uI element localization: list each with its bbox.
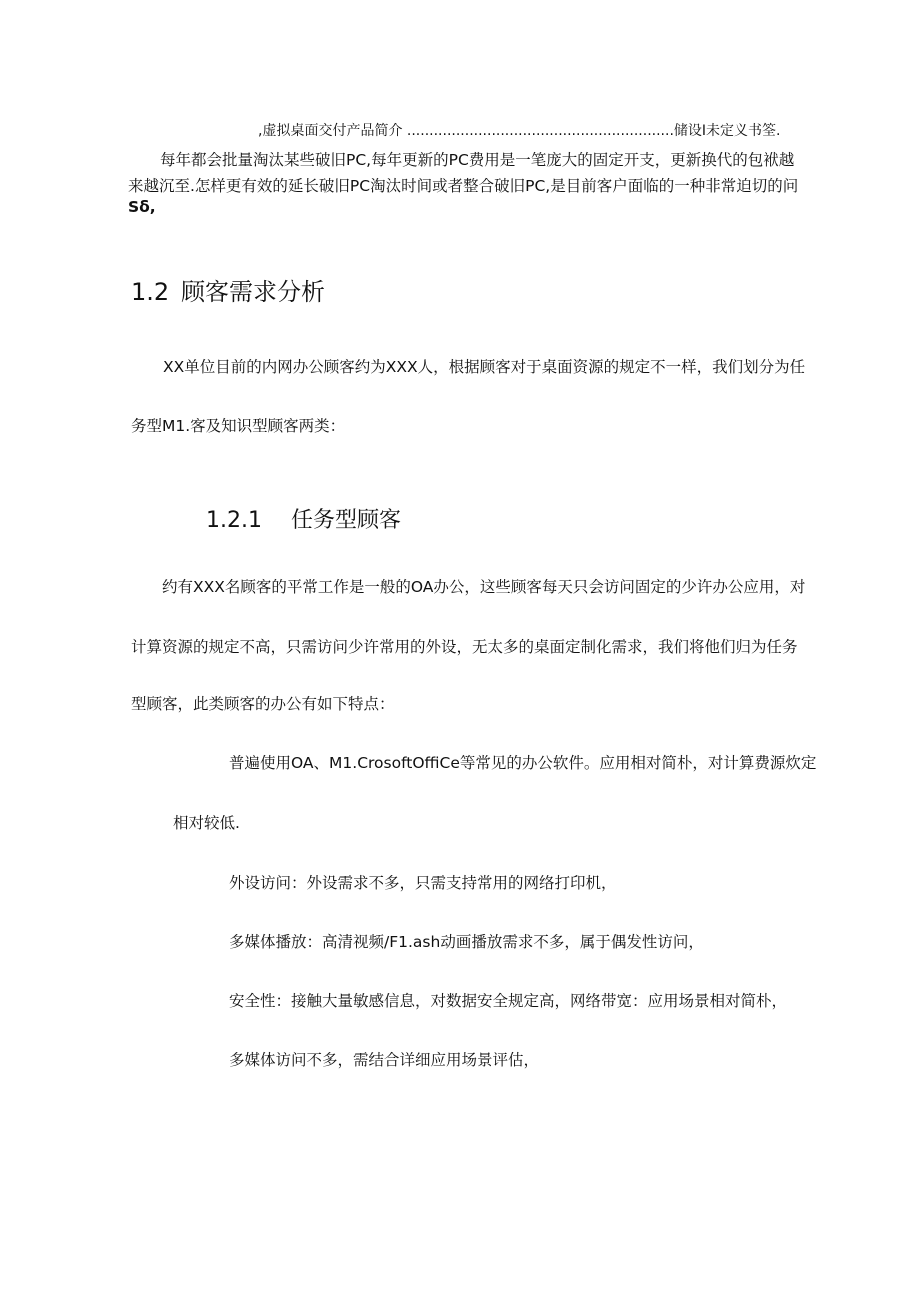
section-title: 顾客需求分析	[181, 278, 325, 306]
subsection-title: 任务型顾客	[291, 508, 402, 533]
feature-item: 多媒体播放：高清视频/F1.ash动画播放需求不多，属于偶发性访问，	[229, 933, 704, 951]
feature-item: 外设访问：外设需求不多，只需支持常用的网络打印机，	[229, 874, 617, 892]
section-paragraph-line: 务型M1.客及知识型顾客两类：	[131, 417, 346, 435]
feature-item: 安全性：接触大量敏感信息，对数据安全规定高，网络带宽：应用场景相对简朴，	[229, 992, 788, 1010]
subsection-paragraph-line: 计算资源的规定不高，只需访问少许常用的外设，无太多的桌面定制化需求，我们将他们归为任务	[131, 638, 798, 656]
feature-item: 普遍使用OA、M1.CrosoftOffiCe等常见的办公软件。应用相对简朴，对计算费源炊定	[229, 754, 817, 772]
feature-item-continuation: 相对较低.	[173, 814, 240, 832]
subsection-paragraph-line: 型顾客，此类顾客的办公有如下特点：	[131, 695, 395, 713]
feature-item: 多媒体访问不多，需结合详细应用场景评估，	[229, 1051, 540, 1069]
subsection-heading-1-2-1	[206, 506, 401, 536]
intro-paragraph-line: Sδ,	[128, 198, 156, 216]
intro-paragraph-line: 每年都会批量淘汰某些破旧PC,每年更新的PC费用是一笔庞大的固定开支，更新换代的包袱越	[160, 151, 795, 169]
section-heading-1-2	[131, 277, 325, 307]
section-number: 1.2	[131, 278, 170, 306]
intro-paragraph-line: 来越沉至.怎样更有效的延长破旧PC淘汰时间或者整合破旧PC,是目前客户面临的一种非常迫切的问	[128, 177, 799, 195]
subsection-number: 1.2.1	[206, 508, 262, 533]
section-paragraph-line: XX单位目前的内网办公顾客约为XXX人，根据顾客对于桌面资源的规定不一样，我们划分为任	[163, 358, 806, 376]
subsection-paragraph-line: 约有XXX名顾客的平常工作是一般的OA办公，这些顾客每天只会访问固定的少许办公应用，对	[162, 578, 806, 596]
toc-entry: ,虚拟桌面交付产品简介 ............................................................储设I未定义书筌.	[258, 123, 781, 139]
